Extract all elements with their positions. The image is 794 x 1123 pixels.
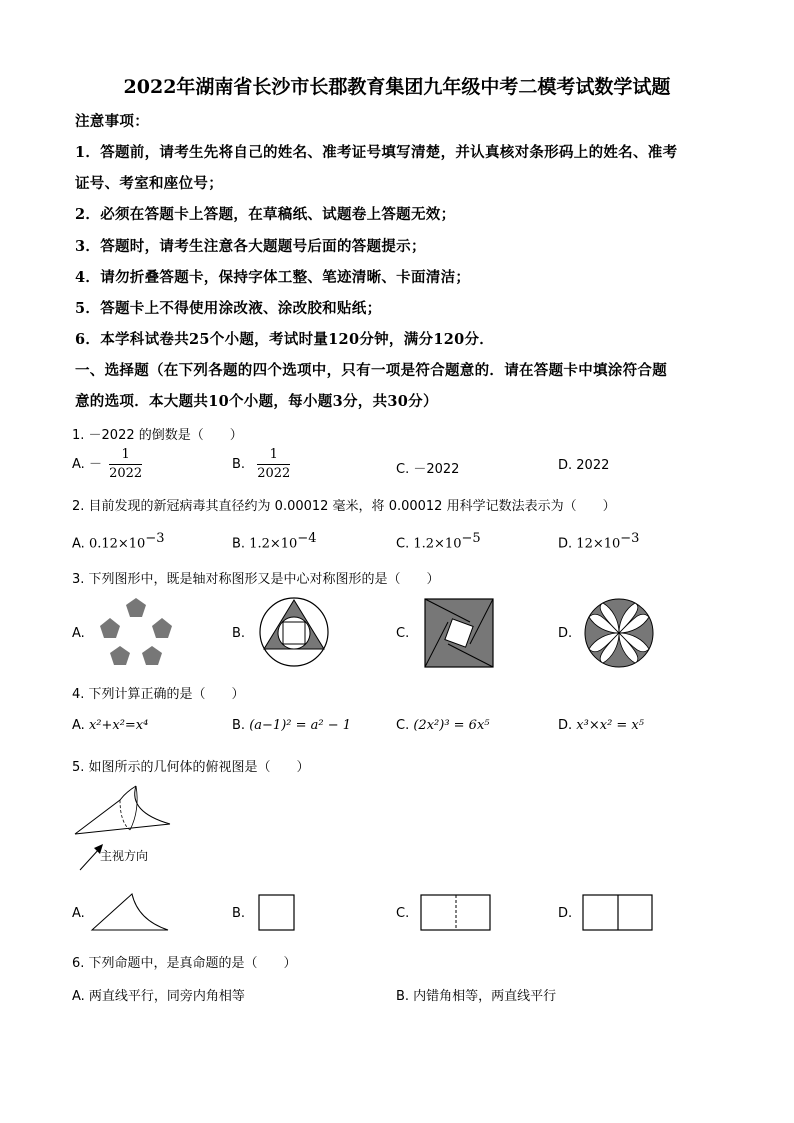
q3-label-b: B. (232, 626, 246, 641)
q2-a-exp: −3 (145, 531, 165, 546)
q6-option-a: A. 两直线平行，同旁内角相等 (72, 989, 245, 1004)
q2-b-base: 1.2×10 (249, 536, 298, 552)
q5-option-d-figure (582, 894, 654, 932)
q1-option-a (72, 446, 142, 483)
q1-b-denominator: 2022 (257, 466, 291, 481)
q2-c-base: 1.2×10 (413, 536, 462, 552)
q2-stem: 2. 目前发现的新冠病毒其直径约为 0.00012 毫米，将 0.00012 用科学记数法表示为（ ） (72, 499, 616, 514)
q4-d-expr: x³×x² = x⁵ (576, 718, 644, 733)
q4-stem: 4. 下列计算正确的是（ ） (72, 687, 245, 702)
q3-figure-c-square-pinwheel (424, 598, 494, 668)
q5-stem: 5. 如图所示的几何体的俯视图是（ ） (72, 760, 310, 775)
q1-option-d: D. 2022 (558, 458, 610, 473)
q1-a-numerator: 1 (109, 446, 142, 465)
q2-option-c (396, 531, 481, 551)
q5-view-direction-label: 主视方向 (100, 849, 149, 863)
q2-d-base: 12×10 (576, 536, 621, 552)
notice-line-3: 3．答题时，请考生注意各大题题号后面的答题提示； (75, 238, 426, 255)
q4-d-label: D. (558, 718, 573, 733)
q5-option-c-figure (420, 894, 492, 932)
q1-a-label: A. (72, 457, 85, 472)
q1-b-numerator: 1 (257, 446, 290, 465)
q1-stem: 1. －2022 的倒数是（ ） (72, 428, 243, 443)
q4-a-label: A. (72, 718, 85, 733)
q4-option-d (558, 718, 644, 733)
q2-c-exp: −5 (461, 531, 481, 546)
q3-figure-a-pentagons (96, 596, 176, 668)
q4-c-label: C. (396, 718, 410, 733)
page-title: 2022年湖南省长沙市长郡教育集团九年级中考二模考试数学试题 (123, 76, 671, 98)
q4-b-expr: (a−1)² = a² − 1 (249, 718, 352, 733)
q4-option-c (396, 718, 490, 733)
q1-a-denominator: 2022 (109, 466, 143, 481)
q2-b-label: B. (232, 536, 246, 552)
q1-a-fraction (109, 446, 142, 483)
q2-option-b (232, 531, 316, 551)
q2-a-label: A. (72, 536, 85, 552)
notice-line-1: 1．答题前，请考生先将自己的姓名、准考证号填写清楚，并认真核对条形码上的姓名、准考 (75, 144, 678, 161)
q4-b-label: B. (232, 718, 246, 733)
q6-option-b: B. 内错角相等，两直线平行 (396, 989, 557, 1004)
q4-c-expr: (2x²)³ = 6x⁵ (413, 718, 490, 733)
notice-line-4: 4．请勿折叠答题卡，保持字体工整、笔迹清晰、卡面清洁； (75, 269, 471, 286)
q2-c-label: C. (396, 536, 410, 552)
q5-option-a-figure (90, 892, 170, 934)
q1-a-sign: － (88, 457, 102, 472)
q1-b-fraction (257, 446, 290, 483)
section-heading-line-1: 一、选择题（在下列各题的四个选项中，只有一项是符合题意的．请在答题卡中填涂符合题 (75, 362, 667, 379)
notice-line-2: 2．必须在答题卡上答题，在草稿纸、试题卷上答题无效； (75, 206, 456, 223)
q1-b-label: B. (232, 457, 246, 472)
q3-figure-b-circle-triangle (258, 596, 330, 668)
q5-label-b: B. (232, 906, 246, 921)
q2-a-base: 0.12×10 (88, 536, 146, 552)
q3-figure-d-circle-petals (583, 597, 655, 669)
q4-a-expr: x²+x²=x⁴ (88, 718, 149, 733)
q2-option-a (72, 531, 165, 551)
q3-label-a: A. (72, 626, 85, 641)
q6-stem: 6. 下列命题中，是真命题的是（ ） (72, 956, 297, 971)
section-heading-line-2: 意的选项．本大题共10个小题，每小题3分，共30分） (75, 393, 438, 410)
notice-line-6: 6．本学科试卷共25个小题，考试时量120分钟，满分120分． (75, 331, 495, 348)
q4-option-b (232, 718, 351, 733)
q3-label-c: C. (396, 626, 410, 641)
q5-label-c: C. (396, 906, 410, 921)
q3-stem: 3. 下列图形中，既是轴对称图形又是中心对称图形的是（ ） (72, 572, 440, 587)
q2-d-label: D. (558, 536, 573, 552)
notice-line-5: 5．答题卡上不得使用涂改液、涂改胶和贴纸； (75, 300, 382, 317)
q4-option-a (72, 718, 148, 733)
notice-heading: 注意事项： (75, 113, 149, 130)
q1-option-c: C. －2022 (396, 462, 460, 477)
q2-d-exp: −3 (620, 531, 640, 546)
q5-label-d: D. (558, 906, 573, 921)
q2-b-exp: −4 (297, 531, 317, 546)
q2-option-d (558, 531, 639, 551)
q5-option-b-figure (258, 894, 296, 932)
q1-option-b (232, 446, 290, 483)
notice-line-1b: 证号、考室和座位号； (75, 175, 223, 192)
q5-label-a: A. (72, 906, 85, 921)
q3-label-d: D. (558, 626, 573, 641)
